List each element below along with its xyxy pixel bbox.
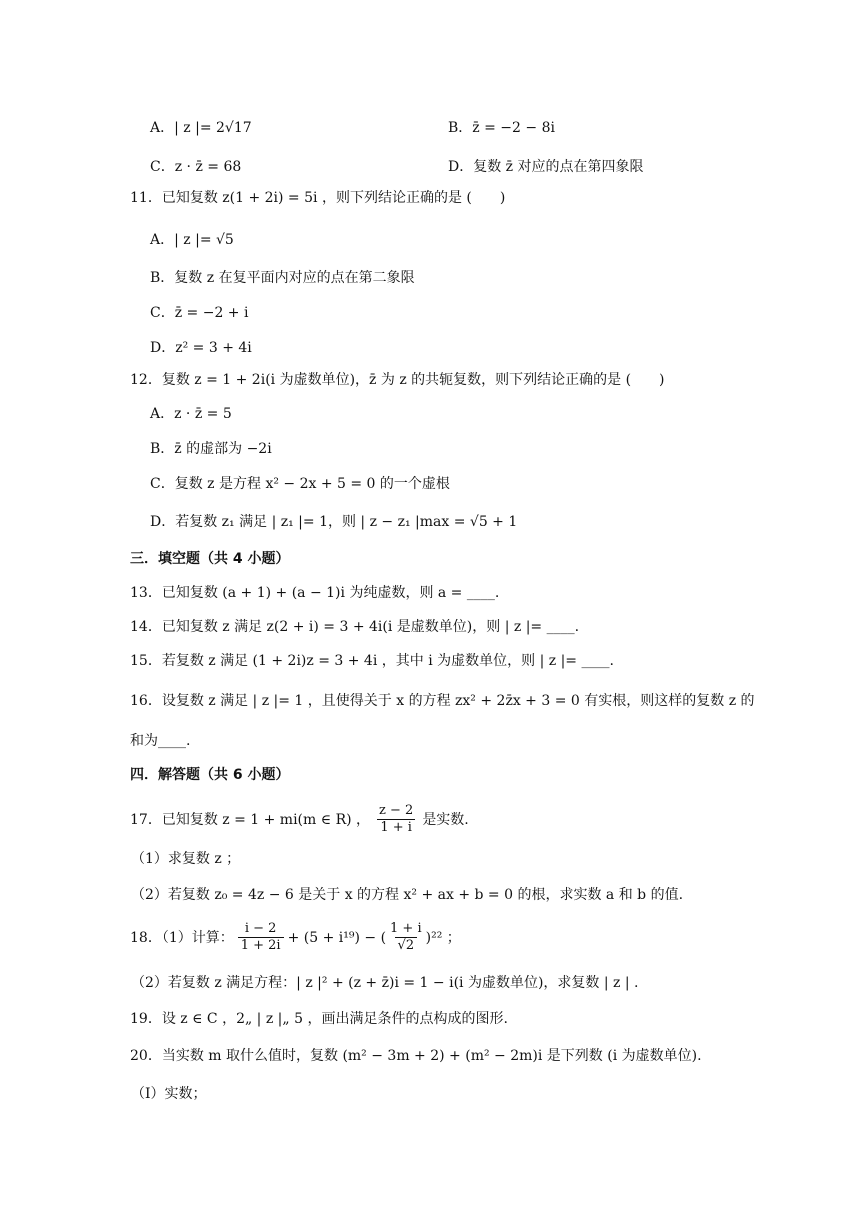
section-answer-heading: 四．解答题（共 6 小题） xyxy=(130,767,290,783)
q12-option-b: B．z̄ 的虚部为 −2i xyxy=(150,441,272,457)
q17-fraction xyxy=(376,803,416,836)
q13: 13．已知复数 (a + 1) + (a − 1)i 为纯虚数，则 a = ____. xyxy=(130,585,500,601)
q18-middle: + (5 + i¹⁹) − ( xyxy=(287,929,387,946)
q17-stem-a: 17．已知复数 z = 1 + mi(m ∈ R) ， xyxy=(130,811,371,828)
q16-line-2: 和为____. xyxy=(130,733,191,749)
q11-option-a: A．| z |= √5 xyxy=(150,232,234,248)
q18-fraction-1-numerator: i − 2 xyxy=(244,921,277,936)
q12-option-d: D．若复数 z₁ 满足 | z₁ |= 1，则 | z − z₁ |max = √5 + 1 xyxy=(150,514,518,530)
q12-stem: 12．复数 z = 1 + 2i(i 为虚数单位)，z̄ 为 z 的共轭复数，则下列结论正确的是 ( ) xyxy=(130,372,665,388)
q18-stem xyxy=(130,921,461,954)
q18-stem-a: 18．（1）计算： xyxy=(130,929,234,946)
q20-stem: 20．当实数 m 取什么值时，复数 (m² − 3m + 2) + (m² − 2m)i 是下列数 (i 为虚数单位). xyxy=(130,1048,702,1064)
q20-part-1: （Ⅰ）实数； xyxy=(131,1086,207,1102)
q11-option-c: C．z̄ = −2 + i xyxy=(150,305,249,321)
q10-option-c: C．z · z̄ = 68 xyxy=(150,159,242,175)
q11-option-b: B．复数 z 在复平面内对应的点在第二象限 xyxy=(150,270,415,286)
q17-part-2: （2）若复数 z₀ = 4z − 6 是关于 x 的方程 x² + ax + b = 0 的根，求实数 a 和 b 的值. xyxy=(131,887,684,903)
q18-fraction-2 xyxy=(387,921,425,954)
q10-option-a: A．| z |= 2√17 xyxy=(150,120,252,136)
q17-fraction-numerator: z − 2 xyxy=(379,803,414,818)
section-fill-in-heading: 三．填空题（共 4 小题） xyxy=(130,551,290,567)
q12-option-a: A．z · z̄ = 5 xyxy=(150,406,232,422)
q17-stem-b: 是实数. xyxy=(422,811,469,828)
q18-fraction-1 xyxy=(238,921,284,954)
q18-fraction-1-denominator: 1 + 2i xyxy=(238,937,284,954)
q17-part-1: （1）求复数 z ； xyxy=(131,851,241,867)
q10-option-d: D．复数 z̄ 对应的点在第四象限 xyxy=(448,159,644,175)
q18-tail: )²² ； xyxy=(425,929,461,946)
q19: 19．设 z ∈ C ，2„ | z |„ 5 ，画出满足条件的点构成的图形. xyxy=(130,1011,508,1027)
q18-fraction-2-numerator: 1 + i xyxy=(390,921,422,936)
q12-option-c: C．复数 z 是方程 x² − 2x + 5 = 0 的一个虚根 xyxy=(150,476,450,492)
q14: 14．已知复数 z 满足 z(2 + i) = 3 + 4i(i 是虚数单位)，则 | z |= ____. xyxy=(130,619,580,635)
q17-fraction-denominator: 1 + i xyxy=(377,819,415,836)
q18-fraction-2-denominator: √2 xyxy=(395,937,418,954)
q10-option-b: B．z̄ = −2 − 8i xyxy=(448,120,555,136)
q11-stem: 11．已知复数 z(1 + 2i) = 5i ，则下列结论正确的是 ( ) xyxy=(130,190,506,206)
q18-part-2: （2）若复数 z 满足方程：| z |² + (z + z̄)i = 1 − i(i 为虚数单位)，求复数 | z | . xyxy=(131,975,639,991)
q17-stem xyxy=(130,803,469,836)
q11-option-d: D．z² = 3 + 4i xyxy=(150,340,252,356)
q15: 15．若复数 z 满足 (1 + 2i)z = 3 + 4i ，其中 i 为虚数单位，则 | z |= ____. xyxy=(130,653,614,669)
q16-line-1: 16．设复数 z 满足 | z |= 1 ，且使得关于 x 的方程 zx² + 2z̄x + 3 = 0 有实根，则这样的复数 z 的 xyxy=(130,693,755,709)
